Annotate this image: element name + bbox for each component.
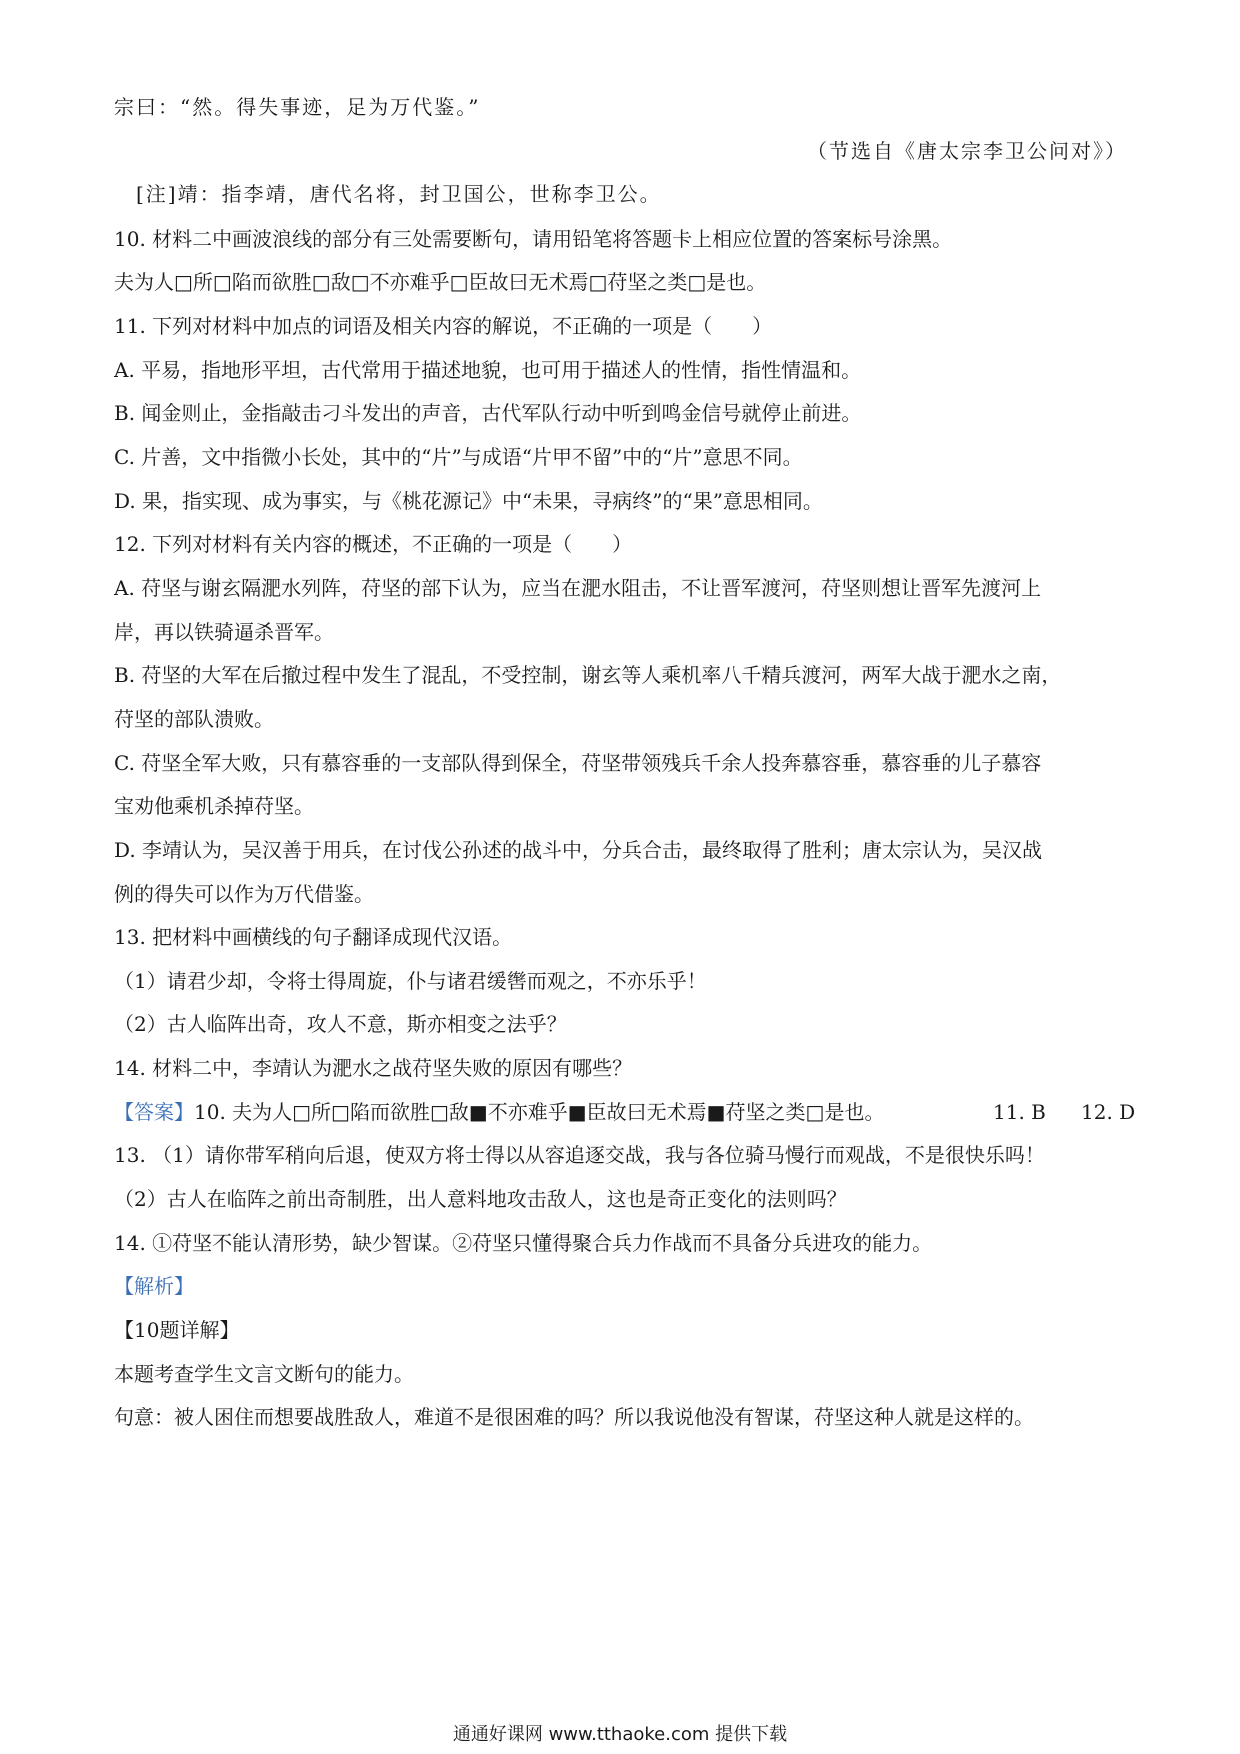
answer-q10-line <box>114 1098 884 1126</box>
q11-option-d: D. 果，指实现、成为事实，与《桃花源记》中“未果，寻病终”的“果”意思相同。 <box>114 489 823 513</box>
q11-option-b: B. 闻金则止，金指敲击刁斗发出的声音，古代军队行动中听到鸣金信号就停止前进。 <box>114 401 862 425</box>
q11-option-a: A. 平易，指地形平坦，古代常用于描述地貌，也可用于描述人的性情，指性情温和。 <box>114 358 862 382</box>
analysis-q10-heading: 【10题详解】 <box>114 1318 240 1342</box>
source-citation: （节选自《唐太宗李卫公问对》） <box>807 139 1127 163</box>
answer-q11: 11. B <box>993 1100 1046 1124</box>
q10-sentence: 夫为人□所□陷而欲胜□敌□不亦难乎□臣故曰无术焉□苻坚之类□是也。 <box>114 270 767 294</box>
q13-stem: 13. 把材料中画横线的句子翻译成现代汉语。 <box>114 925 513 949</box>
answer-q13-2: （2）古人在临阵之前出奇制胜，出人意料地攻击敌人，这也是奇正变化的法则吗？ <box>114 1187 847 1211</box>
analysis-label: 【解析】 <box>114 1274 194 1298</box>
q12-option-d-line2: 例的得失可以作为万代借鉴。 <box>114 882 374 906</box>
q13-sentence-1: （1）请君少却，令将士得周旋，仆与诸君缓辔而观之，不亦乐乎！ <box>114 969 707 993</box>
answer-q12: 12. D <box>1081 1100 1136 1124</box>
closing-quote: 宗曰：“然。得失事迹，足为万代鉴。” <box>114 95 481 119</box>
answer-label: 【答案】 <box>114 1100 194 1124</box>
q13-sentence-2: （2）古人临阵出奇，攻人不意，斯亦相变之法乎？ <box>114 1012 567 1036</box>
answer-q13-1: 13. （1）请你带军稍向后退，使双方将士得以从容追逐交战，我与各位骑马慢行而观战，不是很快乐吗！ <box>114 1143 1045 1167</box>
q14-stem: 14. 材料二中，李靖认为淝水之战苻坚失败的原因有哪些？ <box>114 1056 633 1080</box>
answer-q10: 10. 夫为人□所□陷而欲胜□敌■不亦难乎■臣故曰无术焉■苻坚之类□是也。 <box>194 1100 885 1124</box>
analysis-meaning: 句意：被人困住而想要战胜敌人，难道不是很困难的吗？所以我说他没有智谋，苻坚这种人就是这样的。 <box>114 1405 1034 1429</box>
q12-option-a-line2: 岸，再以铁骑逼杀晋军。 <box>114 620 334 644</box>
page-footer: 通通好课网 www.tthaoke.com 提供下载 <box>452 1724 788 1745</box>
annotation-note: [注]靖：指李靖，唐代名将，封卫国公，世称李卫公。 <box>136 182 662 206</box>
q10-stem: 10. 材料二中画波浪线的部分有三处需要断句，请用铅笔将答题卡上相应位置的答案标号涂黑。 <box>114 227 953 251</box>
q12-option-b-line1: B. 苻坚的大军在后撤过程中发生了混乱，不受控制，谢玄等人乘机率八千精兵渡河，两军大战于淝水之南， <box>114 663 1062 687</box>
q12-option-b-line2: 苻坚的部队溃败。 <box>114 707 274 731</box>
q12-option-d-line1: D. 李靖认为，吴汉善于用兵，在讨伐公孙述的战斗中，分兵合击，最终取得了胜利；唐太宗认为，吴汉战 <box>114 838 1043 862</box>
q12-option-a-line1: A. 苻坚与谢玄隔淝水列阵，苻坚的部下认为，应当在淝水阻击，不让晋军渡河，苻坚则想让晋军先渡河上 <box>114 576 1042 600</box>
q11-option-c: C. 片善，文中指微小长处，其中的“片”与成语“片甲不留”中的“片”意思不同。 <box>114 445 803 469</box>
q12-stem: 12. 下列对材料有关内容的概述，不正确的一项是（ ） <box>114 532 633 556</box>
q11-stem: 11. 下列对材料中加点的词语及相关内容的解说，不正确的一项是（ ） <box>114 314 773 338</box>
q12-option-c-line1: C. 苻坚全军大败，只有慕容垂的一支部队得到保全，苻坚带领残兵千余人投奔慕容垂，慕容垂的儿子慕容 <box>114 751 1042 775</box>
q12-option-c-line2: 宝劝他乘机杀掉苻坚。 <box>114 794 314 818</box>
answer-q14: 14. ①苻坚不能认清形势，缺少智谋。②苻坚只懂得聚合兵力作战而不具备分兵进攻的能力。 <box>114 1231 933 1255</box>
analysis-intro: 本题考查学生文言文断句的能力。 <box>114 1362 414 1386</box>
